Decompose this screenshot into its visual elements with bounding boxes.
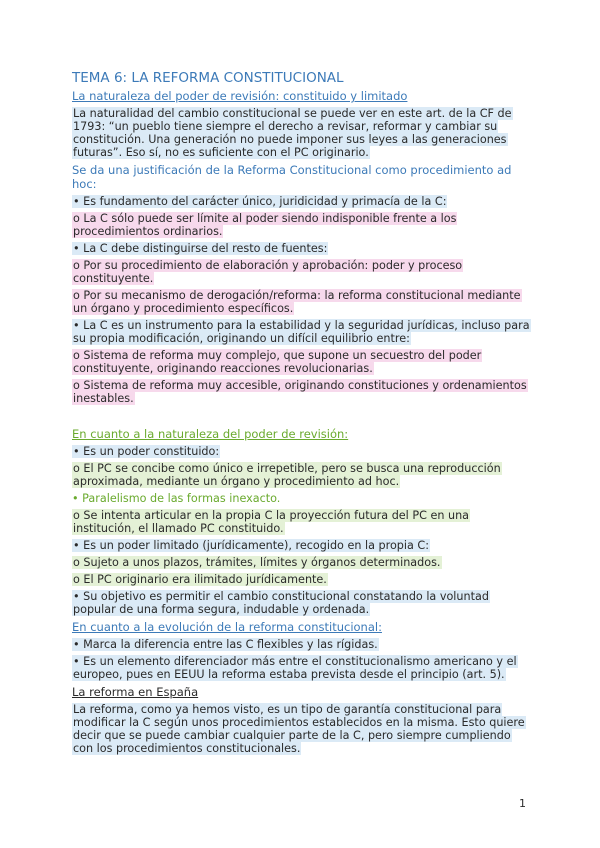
list-item: • Marca la diferencia entre las C flexibles y las rígidas. <box>73 638 378 651</box>
list-item: o Sistema de reforma muy complejo, que supone un secuestro del poder constituyente, originando reacciones revolucionarias. <box>73 349 482 375</box>
list-item: • Es un poder constituido: <box>73 445 220 458</box>
section-heading-nature: La naturaleza del poder de revisión: constituido y limitado <box>72 89 408 103</box>
list-item: o El PC originario era ilimitado jurídicamente. <box>73 573 327 586</box>
list-item: • La C es un instrumento para la estabilidad y la seguridad jurídicas, incluso para su propia modificación, originando un difícil equilibrio entre: <box>73 319 530 345</box>
list-item: • La C debe distinguirse del resto de fuentes: <box>73 242 328 255</box>
document-page <box>72 70 532 759</box>
section-heading-justification: Se da una justificación de la Reforma Constitucional como procedimiento ad hoc: <box>72 163 512 191</box>
paragraph-spain-text: La reforma, como ya hemos visto, es un tipo de garantía constitucional para modificar la C según unos procedimientos establecidos en la misma. Esto quiere decir que se puede cambiar cualquier parte de la C, pero siempre cumpliendo con los procedimientos constitucionales. <box>73 703 525 755</box>
list-item: o Por su mecanismo de derogación/reforma: la reforma constitucional mediante un órgano y procedimiento específicos. <box>73 289 521 315</box>
paragraph-spain <box>72 703 532 755</box>
section-heading-evolution: En cuanto a la evolución de la reforma constitucional: <box>72 620 382 634</box>
section-heading-revision-power: En cuanto a la naturaleza del poder de revisión: <box>72 427 349 441</box>
page-number: 1 <box>519 797 526 810</box>
list-item: o Por su procedimiento de elaboración y aprobación: poder y proceso constituyente. <box>73 259 463 285</box>
paragraph-intro-text: La naturalidad del cambio constitucional se puede ver en este art. de la CF de 1793: “un pueblo tiene siempre el derecho a revisar, reformar y cambiar su constitución. Una generación no puede imponer sus leyes a las generaciones futuras”. Eso sí, no es suficiente con el PC originario. <box>73 107 512 159</box>
list-item: o Sujeto a unos plazos, trámites, límites y órganos determinados. <box>73 556 441 569</box>
page-title: TEMA 6: LA REFORMA CONSTITUCIONAL <box>72 70 344 86</box>
list-item: o El PC se concibe como único e irrepetible, pero se busca una reproducción aproximada, mediante un órgano y procedimiento ad hoc. <box>73 462 501 488</box>
list-item: • Es un elemento diferenciador más entre el constitucionalismo americano y el europeo, pues en EEUU la reforma estaba prevista desde el principio (art. 5). <box>73 655 517 681</box>
list-item: • Es un poder limitado (jurídicamente), recogido en la propia C: <box>73 539 430 552</box>
list-item: o Se intenta articular en la propia C la proyección futura del PC en una institución, el llamado PC constituido. <box>73 509 470 535</box>
list-item: • Su objetivo es permitir el cambio constitucional constatando la voluntad popular de una forma segura, indudable y ordenada. <box>73 590 489 616</box>
list-item: • Es fundamento del carácter único, juridicidad y primacía de la C: <box>73 195 447 208</box>
list-item: o Sistema de reforma muy accesible, originando constituciones y ordenamientos inestables. <box>73 379 527 405</box>
list-item: o La C sólo puede ser límite al poder siendo indisponible frente a los procedimientos ordinarios. <box>73 212 457 238</box>
paragraph-intro <box>72 107 532 159</box>
section-heading-spain: La reforma en España <box>72 685 199 699</box>
list-item: • Paralelismo de las formas inexacto. <box>72 492 281 505</box>
